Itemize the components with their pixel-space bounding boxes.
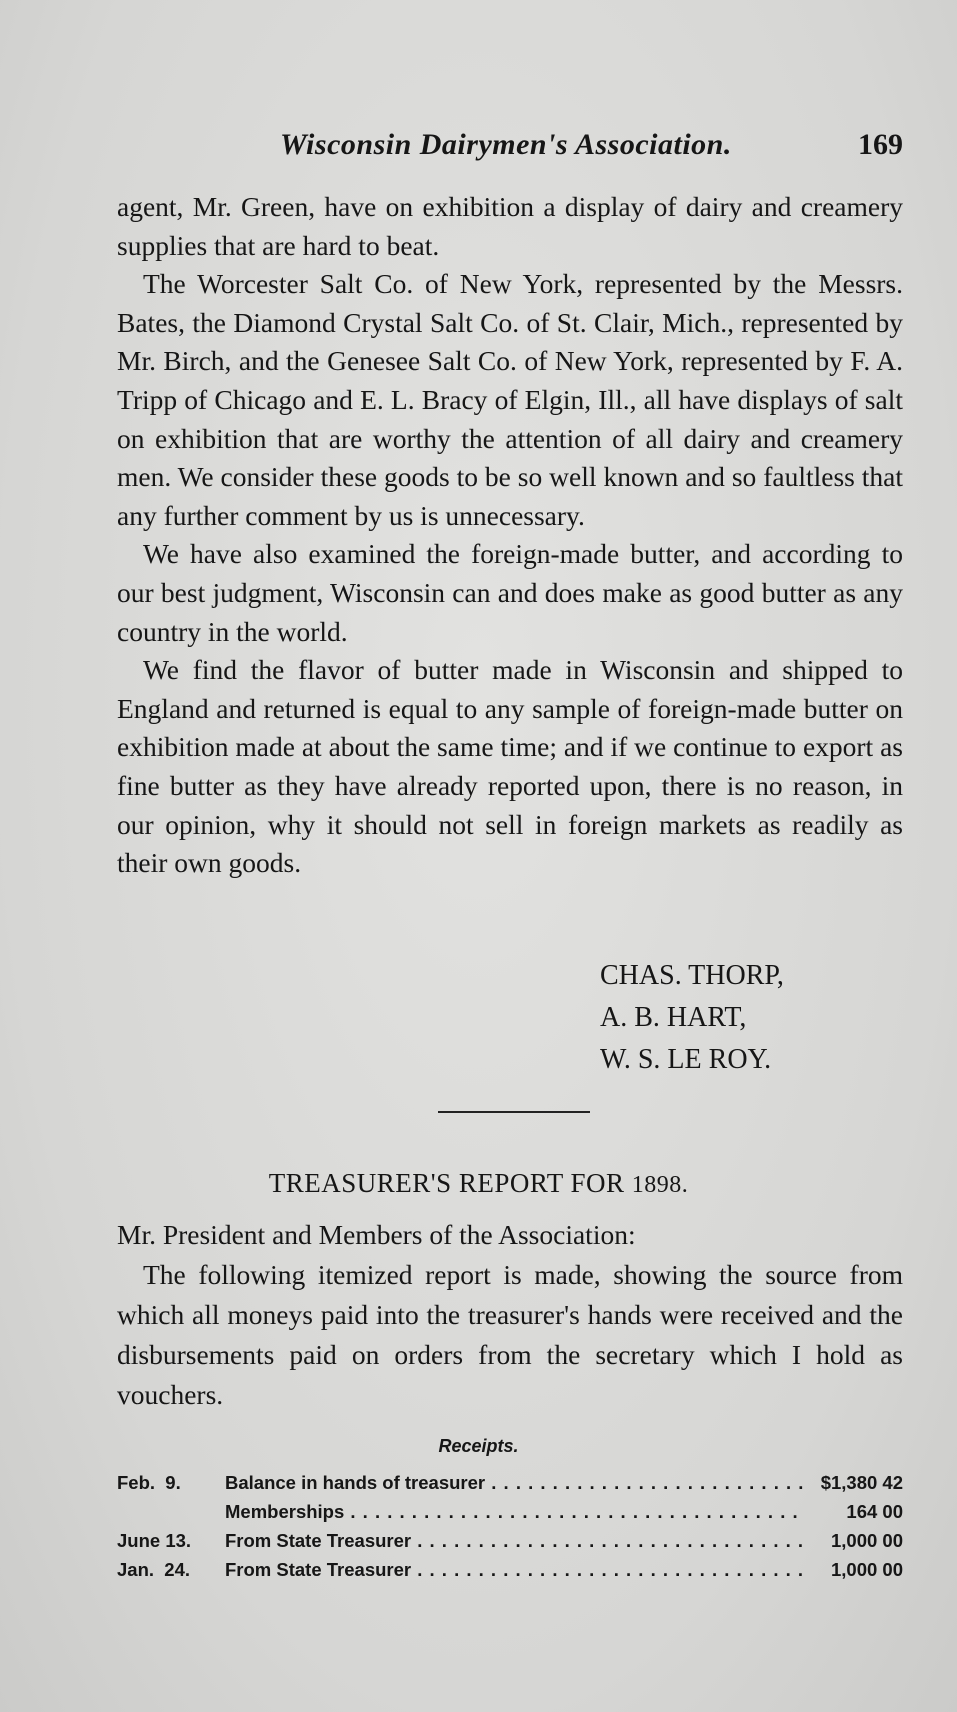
signature-name: A. B. HART, bbox=[600, 1002, 747, 1033]
receipts-table bbox=[117, 1472, 903, 1588]
receipt-date: Feb. 9. bbox=[117, 1472, 181, 1493]
paragraph-flavor: We find the flavor of butter made in Wisconsin and shipped to England and returned is equal to any sample of foreign-made butter on exhibition made at about the same time; and if we continue to export as fine butter as they have already reported upon, there is no reason, in our opinion, why it should not sell in foreign markets as readily as their own goods. bbox=[117, 654, 903, 879]
salutation: Mr. President and Members of the Association: bbox=[117, 1219, 636, 1250]
receipt-description: From State Treasurer . . . bbox=[225, 1559, 803, 1581]
section-title-year: 1898. bbox=[631, 1172, 689, 1198]
table-row bbox=[117, 1530, 903, 1559]
paragraph-continuation: agent, Mr. Green, have on exhibition a display of dairy and creamery supplies that are hard to beat. bbox=[117, 191, 903, 261]
report-text bbox=[117, 1215, 903, 1415]
receipts-heading: Receipts. bbox=[438, 1436, 519, 1456]
report-paragraph: The following itemized report is made, showing the source from which all moneys paid into the treasurer's hands were received and the disbursements paid on orders from the secretary which I hold as vouchers. bbox=[117, 1259, 903, 1410]
receipt-amount: $1,380 42 bbox=[820, 1472, 903, 1493]
signature-name: W. S. LE ROY. bbox=[600, 1044, 772, 1075]
page-header bbox=[0, 128, 957, 168]
page-number: 169 bbox=[858, 128, 903, 161]
table-row bbox=[117, 1472, 903, 1501]
paragraph-salt-exhibitors: The Worcester Salt Co. of New York, represented by the Messrs. Bates, the Diamond Crystal Salt Co. of St. Clair, Mich., represented by Mr. Birch, and the Genesee Salt Co. of New York, represented by F. A. Tripp of Chicago and E. L. Bracy of Elgin, Ill., all have displays of salt on exhibition that are worthy the attention of all dairy and creamery men. We consider these goods to be so well known and so faultless that any further comment by us is unnecessary. bbox=[117, 268, 903, 531]
section-title bbox=[0, 1168, 957, 1199]
section-divider bbox=[438, 1111, 590, 1113]
receipt-description: Balance in hands of treasurer . . . bbox=[225, 1472, 803, 1494]
receipt-amount: 1,000 00 bbox=[830, 1559, 903, 1580]
receipt-description: Memberships . . . bbox=[225, 1501, 803, 1523]
table-row bbox=[117, 1501, 903, 1530]
signature-name: CHAS. THORP, bbox=[600, 960, 784, 991]
receipt-description: From State Treasurer . . . bbox=[225, 1530, 803, 1552]
signature-block bbox=[600, 955, 784, 1081]
running-head: Wisconsin Dairymen's Association. bbox=[280, 128, 732, 161]
section-title-text: TREASURER'S REPORT FOR bbox=[268, 1168, 625, 1198]
receipt-date: June 13. bbox=[117, 1530, 192, 1551]
receipt-amount: 1,000 00 bbox=[830, 1530, 903, 1551]
body-text bbox=[117, 188, 903, 883]
table-row bbox=[117, 1559, 903, 1588]
paragraph-foreign-butter: We have also examined the foreign-made butter, and according to our best judgment, Wisconsin can and does make as good butter as any country in the world. bbox=[117, 538, 903, 647]
receipt-amount: 164 00 bbox=[846, 1501, 903, 1522]
receipt-date: Jan. 24. bbox=[117, 1559, 191, 1580]
